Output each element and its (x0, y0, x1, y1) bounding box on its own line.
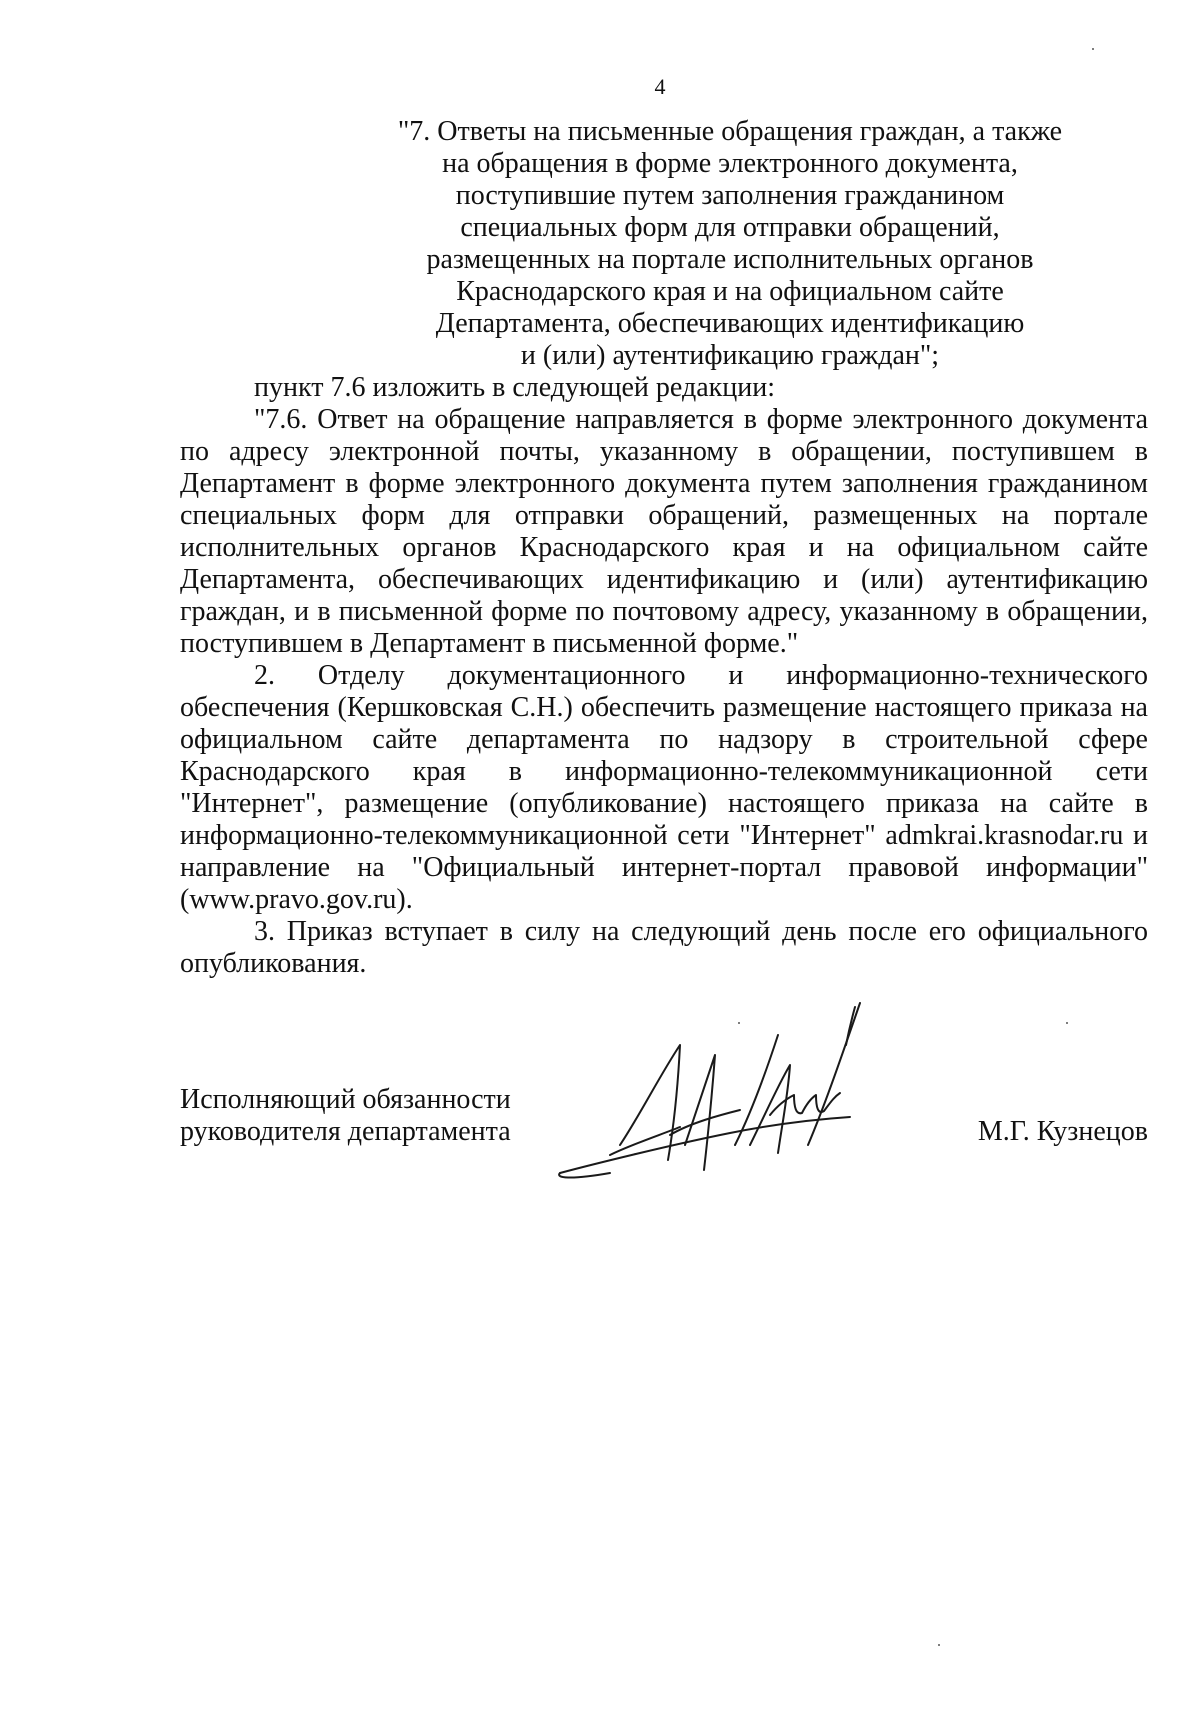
heading-line: и (или) аутентификацию граждан"; (520, 340, 940, 371)
paragraph-amendment-intro: пункт 7.6 изложить в следующей редакции: (254, 372, 775, 403)
document-body (180, 116, 1148, 980)
scan-speck (1092, 48, 1094, 50)
paragraph-item-3: 3. Приказ вступает в силу на следующий день после его официального опубликования. (180, 916, 1148, 979)
signature-block (180, 1040, 1148, 1200)
scan-speck (1066, 1022, 1068, 1024)
heading-line: на обращения в форме электронного документа, (442, 148, 1018, 179)
page-number: 4 (654, 74, 666, 99)
scan-speck (738, 1022, 740, 1024)
signer-title-line: руководителя департамента (180, 1116, 511, 1147)
heading-line: "7. Ответы на письменные обращения граждан, а также (397, 116, 1063, 147)
signer-title-line: Исполняющий обязанности (180, 1084, 511, 1115)
heading-line: специальных форм для отправки обращений, (460, 212, 1000, 243)
heading-line: Департамента, обеспечивающих идентификацию (435, 308, 1025, 339)
handwritten-signature-icon (550, 995, 880, 1195)
heading-line: размещенных на портале исполнительных органов (426, 244, 1034, 275)
paragraph-clause-7-6: "7.6. Ответ на обращение направляется в форме электронного документа по адресу электронной почты, указанному в обращении, поступившем в Департамент в форме электронного документа путем заполнения гражданином специальных форм для отправки обращений, размещенных на портале исполнительных органов Краснодарского края и на официальном сайте Департамента, обеспечивающих идентификацию и (или) аутентификацию граждан, и в письменной форме по почтовому адресу, указанному в обращении, поступившем в Департамент в письменной форме." (180, 404, 1148, 659)
scan-speck (938, 1644, 940, 1646)
signer-title (180, 1084, 511, 1148)
paragraph-item-2: 2. Отделу документационного и информационно-технического обеспечения (Кершковская С.Н.) обеспечить размещение настоящего приказа на официальном сайте департамента по надзору в строительной сфере Краснодарского края в информационно-телекоммуникационной сети "Интернет", размещение (опубликование) настоящего приказа на сайте в информационно-телекоммуникационной сети "Интернет" admkrai.krasnodar.ru и направление на "Официальный интернет-портал правовой информации" (www.pravo.gov.ru). (180, 660, 1148, 915)
heading-line: поступившие путем заполнения гражданином (455, 180, 1005, 211)
quoted-heading (246, 116, 1200, 372)
heading-line: Краснодарского края и на официальном сайте (456, 276, 1004, 307)
signer-name: М.Г. Кузнецов (977, 1116, 1148, 1147)
